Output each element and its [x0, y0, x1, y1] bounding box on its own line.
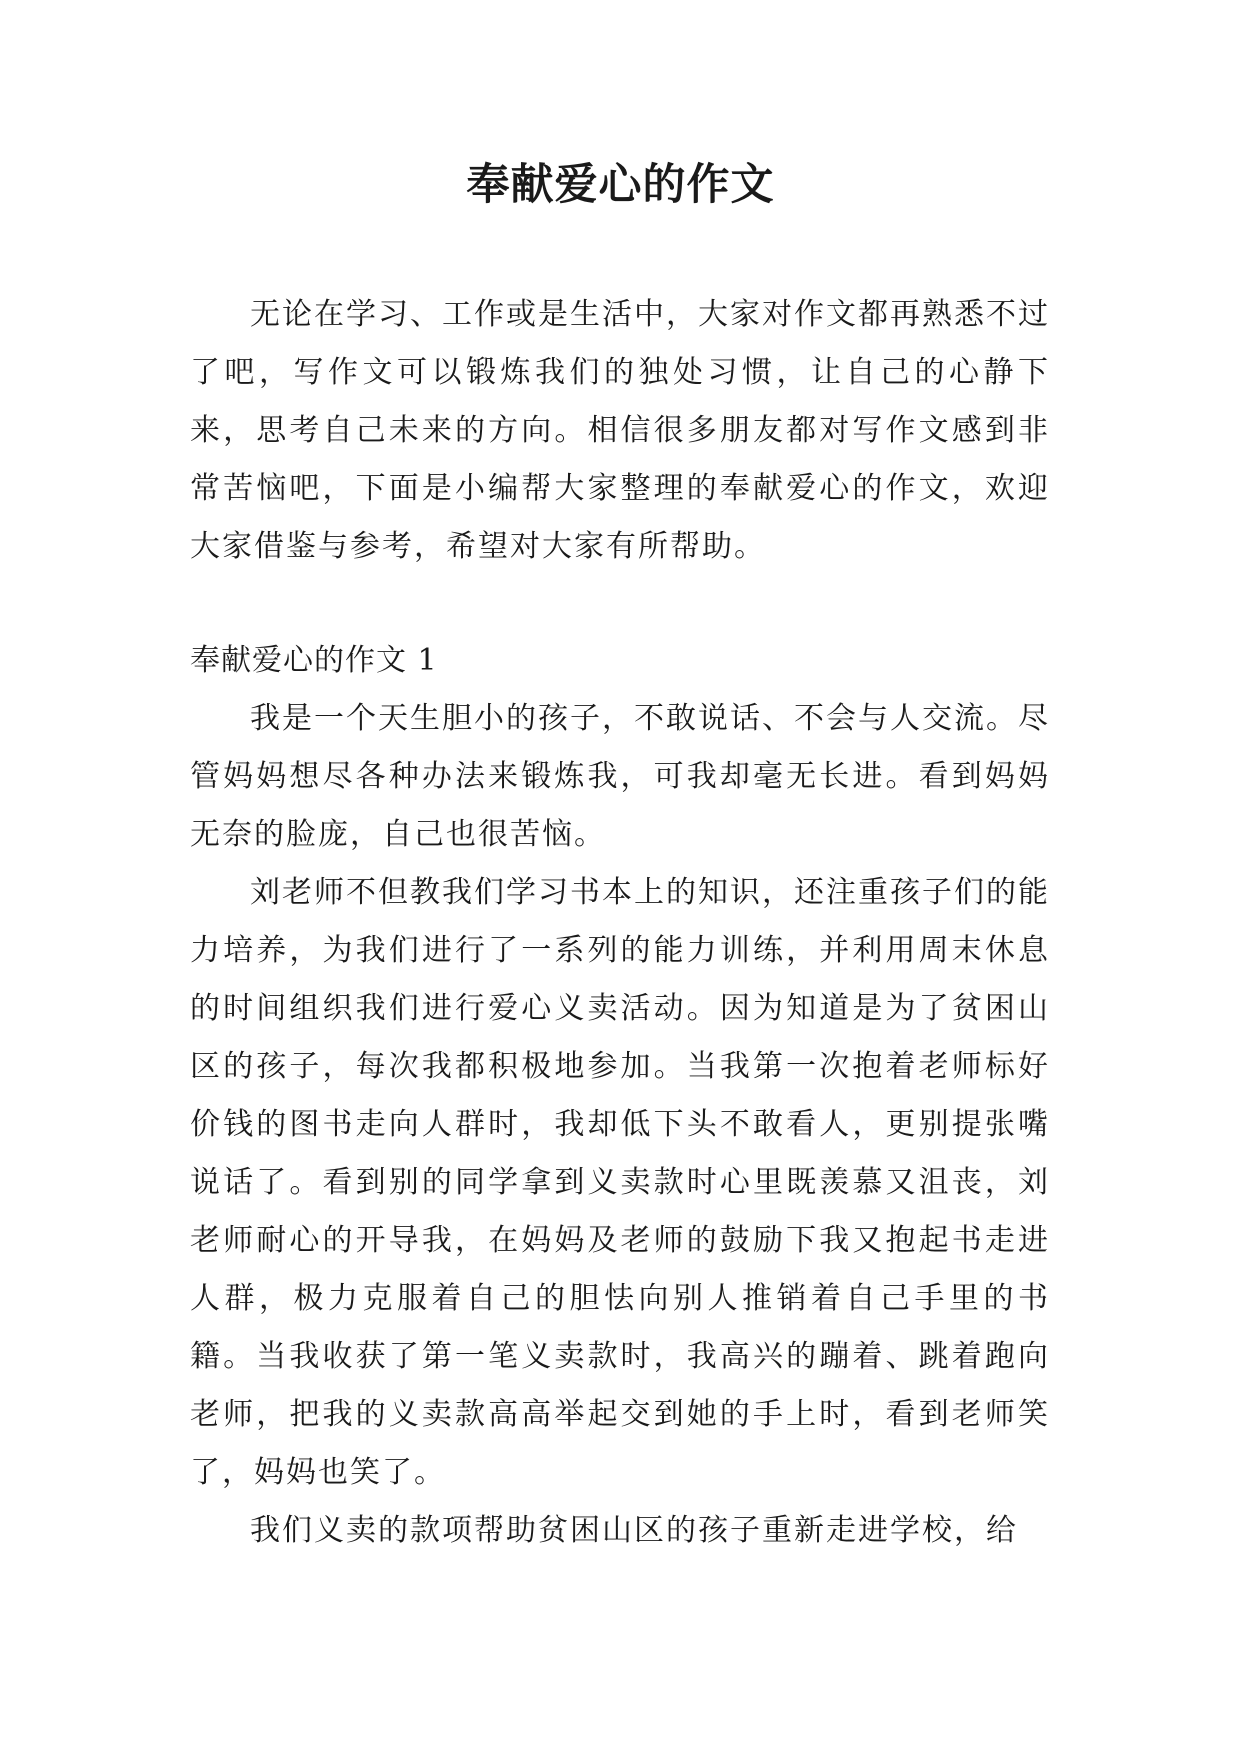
body-paragraph: 刘老师不但教我们学习书本上的知识，还注重孩子们的能力培养，为我们进行了一系列的能力训练，并利用周末休息的时间组织我们进行爱心义卖活动。因为知道是为了贫困山区的孩子，每次我都积极地参加。当我第一次抱着老师标好价钱的图书走向人群时，我却低下头不敢看人，更别提张嘴说话了。看到别的同学拿到义卖款时心里既羡慕又沮丧，刘老师耐心的开导我，在妈妈及老师的鼓励下我又抱起书走进人群，极力克服着自己的胆怯向别人推销着自己手里的书籍。当我收获了第一笔义卖款时，我高兴的蹦着、跳着跑向老师，把我的义卖款高高举起交到她的手上时，看到老师笑了，妈妈也笑了。: [190, 875, 1050, 1490]
section-heading: 奉献爱心的作文 1: [190, 643, 438, 678]
intro-paragraph: 无论在学习、工作或是生活中，大家对作文都再熟悉不过了吧，写作文可以锻炼我们的独处习惯，让自己的心静下来，思考自己未来的方向。相信很多朋友都对写作文感到非常苦恼吧，下面是小编帮大家整理的奉献爱心的作文，欢迎大家借鉴与参考，希望对大家有所帮助。: [190, 297, 1050, 564]
section-body: [190, 690, 1050, 1560]
intro-block: [190, 286, 1050, 576]
body-paragraph: 我们义卖的款项帮助贫困山区的孩子重新走进学校，给: [250, 1513, 1018, 1548]
document-title: 奉献爱心的作文: [466, 160, 775, 210]
body-paragraph: 我是一个天生胆小的孩子，不敢说话、不会与人交流。尽管妈妈想尽各种办法来锻炼我，可我却毫无长进。看到妈妈无奈的脸庞，自己也很苦恼。: [190, 701, 1050, 852]
